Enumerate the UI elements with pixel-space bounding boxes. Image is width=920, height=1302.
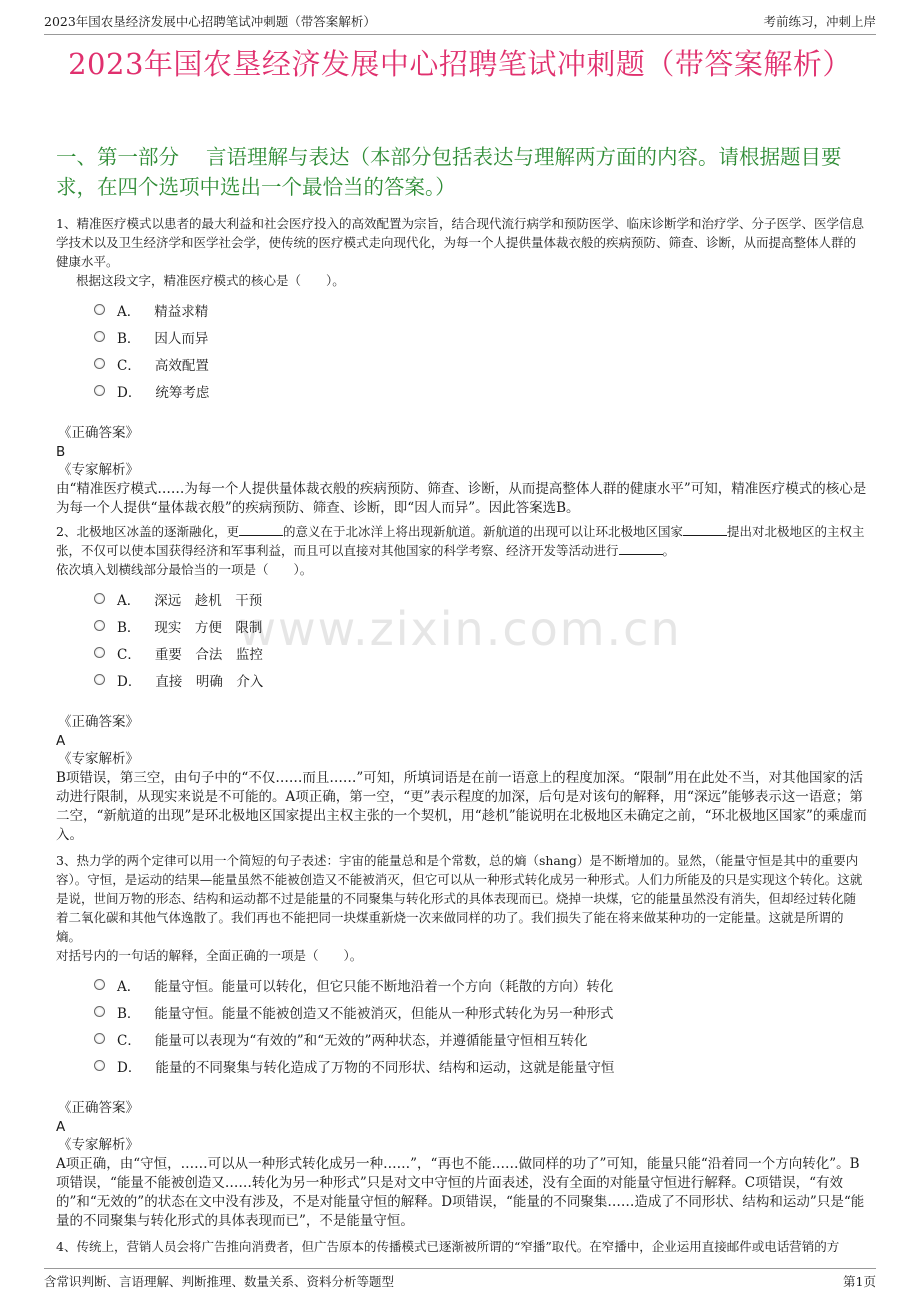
page-number: 第1页 [843,1274,876,1289]
radio-icon[interactable] [94,979,105,990]
question-stem [56,522,868,560]
radio-icon[interactable] [94,1060,105,1071]
option-letter: C． [117,357,141,374]
option-text: 重要 合法 监控 [154,646,263,663]
fill-blank [619,542,663,555]
question-stem: 3、热力学的两个定律可以用一个简短的句子表述：宇宙的能量总和是个常数，总的熵（shang）是不断增加的。显然，（能量守恒是其中的重要内容）。守恒，是运动的结果—能量虽然不能被创造又不能被消灭，但它可以从一种形式转化成另一种形式。人们力所能及的只是实现这个转化。这就是说，世间万物的形态、结构和运动都不过是能量的不同聚集与转化形式的具体表现而已。烧掉一块煤，它的能量虽然没有消失，但却经过转化随着二氧化碳和其他气体逸散了。我们再也不能把同一块煤重新烧一次来做同样的功了。我们损失了能在将来做某种功的一定能量。这就是所谓的熵。 [56,853,863,944]
option-a[interactable] [56,971,868,998]
stem-part: 的意义在于北冰洋上将出现新航道。新航道的出现可以让环北极地区国家 [282,524,683,539]
option-c[interactable] [56,1025,868,1052]
option-letter: D． [117,1059,142,1076]
option-d[interactable] [56,666,868,693]
analysis-text: B项错误，第三空，由句子中的“不仅……而且……”可知，所填词语是在前一语意上的程度加深。“限制”用在此处不当，对其他国家的活动进行限制，从现实来说是不可能的。A项正确，第一空，“更”表示程度的加深，后句是对该句的解释，用“深远”能够表示这一语意；第二空，“新航道的出现”是环北极地区国家提出主权主张的一个契机，用“趁机”能说明在北极地区未确定之前，“环北极地区国家”的乘虚而入。 [56,770,867,843]
answer-label: 《正确答案》 [58,425,139,441]
analysis-text: A项正确，由“守恒，……可以从一种形式转化成另一种……”，“再也不能……做同样的功了”可知，能量只能“沿着同一个方向转化”。B项错误，“能量不能被创造又……转化为另一种形式”只是对文中守恒的片面表述，没有全面的对能量守恒进行解释。C项错误，“有效的”和“无效的”的状态在文中没有涉及，不是对能量守恒的解释。D项错误，“能量的不同聚集……造成了不同形状、结构和运动”只是“能量的不同聚集与转化形式的具体表现而已”，不是能量守恒。 [56,1156,865,1229]
fill-blank [239,523,283,536]
fill-blank [683,523,727,536]
question-stem: 1、精准医疗模式以患者的最大利益和社会医疗投入的高效配置为宗旨，结合现代流行病学和预防医学、临床诊断学和治疗学、分子医学、医学信息学技术以及卫生经济学和医学社会学，使传统的医疗模式走向现代化，为每一个人提供量体裁衣般的疾病预防、筛查、诊断，从而提高整体人群的健康水平。 [56,216,864,269]
question-prompt: 依次填入划横线部分最恰当的一项是（ ）。 [56,562,313,577]
radio-icon[interactable] [94,331,105,342]
option-d[interactable] [56,1052,868,1079]
option-text: 高效配置 [154,357,209,374]
radio-icon[interactable] [94,674,105,685]
option-c[interactable] [56,639,868,666]
option-letter: C． [117,646,141,663]
section-heading: 一、第一部分 言语理解与表达（本部分包括表达与理解两方面的内容。请根据题目要求，在四个选项中选出一个最恰当的答案。） [56,145,842,199]
analysis-label: 《专家解析》 [58,462,139,478]
question-1 [56,214,868,518]
answer-value: B [56,444,66,460]
option-letter: B． [117,1005,141,1022]
question-4 [56,1237,868,1259]
analysis-text: 由“精准医疗模式……为每一个人提供量体裁衣般的疾病预防、筛查、诊断，从而提高整体人群的健康水平”可知，精准医疗模式的核心是为每一个人提供“量体裁衣般”的疾病预防、筛查、诊断，即“因人而异”。因此答案选B。 [56,481,867,516]
option-b[interactable] [56,323,868,350]
radio-icon[interactable] [94,358,105,369]
answer-label: 《正确答案》 [58,1100,139,1116]
stem-part: 2、北极地区冰盖的逐渐融化，更 [56,524,239,539]
option-text: 统筹考虑 [155,384,210,401]
option-letter: D． [117,384,142,401]
question-prompt: 根据这段文字，精准医疗模式的核心是（ ）。 [76,273,345,288]
radio-icon[interactable] [94,593,105,604]
radio-icon[interactable] [94,304,105,315]
option-letter: C． [117,1032,141,1049]
header-doc-title: 2023年国农垦经济发展中心招聘笔试冲刺题（带答案解析） [44,14,376,29]
question-stem: 4、传统上，营销人员会将广告推向消费者，但广告原本的传播模式已逐渐被所谓的“窄播”取代。在窄播中，企业运用直接邮件或电话营销的方 [56,1239,840,1254]
option-letter: A． [117,303,141,320]
option-text: 精益求精 [154,303,209,320]
option-b[interactable] [56,612,868,639]
option-list [56,971,868,1079]
option-text: 能量的不同聚集与转化造成了万物的不同形状、结构和运动，这就是能量守恒 [155,1059,615,1076]
question-2 [56,522,868,845]
document-title: 2023年国农垦经济发展中心招聘笔试冲刺题（带答案解析） [68,47,852,81]
question-3 [56,851,868,1231]
option-text: 直接 明确 介入 [155,673,264,690]
radio-icon[interactable] [94,647,105,658]
option-letter: B． [117,330,141,347]
answer-label: 《正确答案》 [58,714,139,730]
option-text: 深远 趁机 干预 [154,592,263,609]
answer-value: A [56,1119,66,1135]
option-list [56,585,868,693]
option-a[interactable] [56,296,868,323]
radio-icon[interactable] [94,1006,105,1017]
option-d[interactable] [56,377,868,404]
analysis-label: 《专家解析》 [58,1137,139,1153]
option-list [56,296,868,404]
footer-question-types: 含常识判断、言语理解、判断推理、数量关系、资料分析等题型 [44,1274,395,1289]
running-header [44,12,876,35]
option-letter: D． [117,673,142,690]
option-a[interactable] [56,585,868,612]
option-letter: A． [117,978,141,995]
option-text: 能量守恒。能量不能被创造又不能被消灭，但能从一种形式转化为另一种形式 [154,1005,614,1022]
stem-part: 提出对北极地区的主权主张，不仅可以使本国获得经济和军事利益，而且可以直接对其他国家的科学考察、经济开发等活动进行 [56,524,865,558]
option-text: 现实 方便 限制 [154,619,263,636]
header-slogan: 考前练习，冲刺上岸 [763,14,876,29]
answer-value: A [56,733,66,749]
running-footer [44,1268,876,1293]
option-text: 能量可以表现为“有效的”和“无效的”两种状态，并遵循能量守恒相互转化 [154,1032,588,1049]
radio-icon[interactable] [94,620,105,631]
analysis-label: 《专家解析》 [58,751,139,767]
watermark: www.zixin.com.cn [238,602,682,656]
option-b[interactable] [56,998,868,1025]
option-letter: A． [117,592,141,609]
option-c[interactable] [56,350,868,377]
radio-icon[interactable] [94,385,105,396]
option-text: 因人而异 [154,330,209,347]
stem-part: 。 [662,543,676,558]
option-letter: B． [117,619,141,636]
question-prompt: 对括号内的一句话的解释，全面正确的一项是（ ）。 [56,948,363,963]
radio-icon[interactable] [94,1033,105,1044]
option-text: 能量守恒。能量可以转化，但它只能不断地沿着一个方向（耗散的方向）转化 [154,978,614,995]
